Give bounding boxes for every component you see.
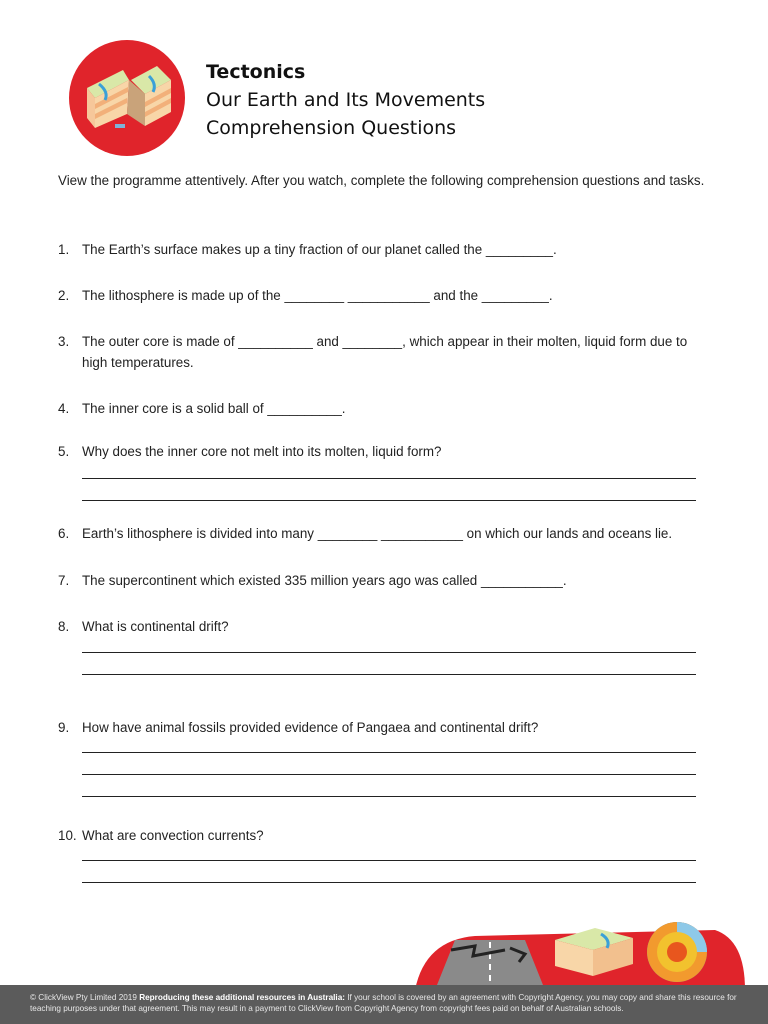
footer-illustration xyxy=(415,910,745,990)
question-9 xyxy=(58,717,708,738)
question-text: The inner core is a solid ball of __________. xyxy=(82,401,346,416)
answer-line[interactable] xyxy=(82,674,696,675)
footer-copyright: © ClickView Pty Limited 2019 xyxy=(30,993,140,1002)
answer-line[interactable] xyxy=(82,774,696,775)
question-text: The outer core is made of __________ and ________, which appear in their molten, liquid form due to high temperatures. xyxy=(82,334,688,370)
answer-line[interactable] xyxy=(82,882,696,883)
question-text: The Earth’s surface makes up a tiny fraction of our planet called the _________. xyxy=(82,242,557,257)
earth-layers-icon xyxy=(647,922,707,982)
question-5 xyxy=(58,441,708,462)
footer-bold: Reproducing these additional resources in Australia: xyxy=(139,993,345,1002)
question-7 xyxy=(58,570,708,591)
question-10 xyxy=(58,825,708,846)
answer-line[interactable] xyxy=(82,796,696,797)
answer-line[interactable] xyxy=(82,752,696,753)
page-title: Tectonics xyxy=(206,61,306,83)
question-3 xyxy=(58,331,708,373)
question-6 xyxy=(58,523,708,544)
question-number: 1. xyxy=(58,242,70,257)
page-subtitle-2: Comprehension Questions xyxy=(206,117,457,139)
question-text: The supercontinent which existed 335 million years ago was called ___________. xyxy=(82,573,567,588)
footer-notice: If your school is covered by an agreement with Copyright Agency, you may copy and share this resource for teaching purposes under that agreement. This may result in a payment to ClickView from Copyright Agency from copyright fees paid on behalf of Australian schools. xyxy=(30,993,737,1013)
question-4 xyxy=(58,398,708,419)
question-text: Earth’s lithosphere is divided into many ________ ___________ on which our lands and oceans lie. xyxy=(82,526,673,541)
question-number: 4. xyxy=(58,401,70,416)
tectonics-logo xyxy=(65,40,189,158)
answer-line[interactable] xyxy=(82,652,696,653)
question-text: How have animal fossils provided evidence of Pangaea and continental drift? xyxy=(82,720,539,735)
question-number: 9. xyxy=(58,720,70,735)
question-text: What are convection currents? xyxy=(82,828,264,843)
question-2 xyxy=(58,285,708,306)
question-number: 7. xyxy=(58,573,70,588)
question-text: What is continental drift? xyxy=(82,619,229,634)
question-number: 3. xyxy=(58,334,70,349)
question-number: 5. xyxy=(58,444,70,459)
page-subtitle: Our Earth and Its Movements xyxy=(206,89,486,111)
question-text: Why does the inner core not melt into its molten, liquid form? xyxy=(82,444,442,459)
question-number: 8. xyxy=(58,619,70,634)
question-number: 6. xyxy=(58,526,70,541)
question-1 xyxy=(58,239,708,260)
answer-line[interactable] xyxy=(82,500,696,501)
question-8 xyxy=(58,616,708,637)
question-number: 10. xyxy=(58,828,77,843)
answer-line[interactable] xyxy=(82,860,696,861)
copyright-footer xyxy=(0,985,768,1024)
instructions: View the programme attentively. After you watch, complete the following comprehension questions and tasks. xyxy=(58,173,705,188)
question-text: The lithosphere is made up of the ________ ___________ and the _________. xyxy=(82,288,553,303)
title-block xyxy=(206,58,485,142)
question-number: 2. xyxy=(58,288,70,303)
answer-line[interactable] xyxy=(82,478,696,479)
